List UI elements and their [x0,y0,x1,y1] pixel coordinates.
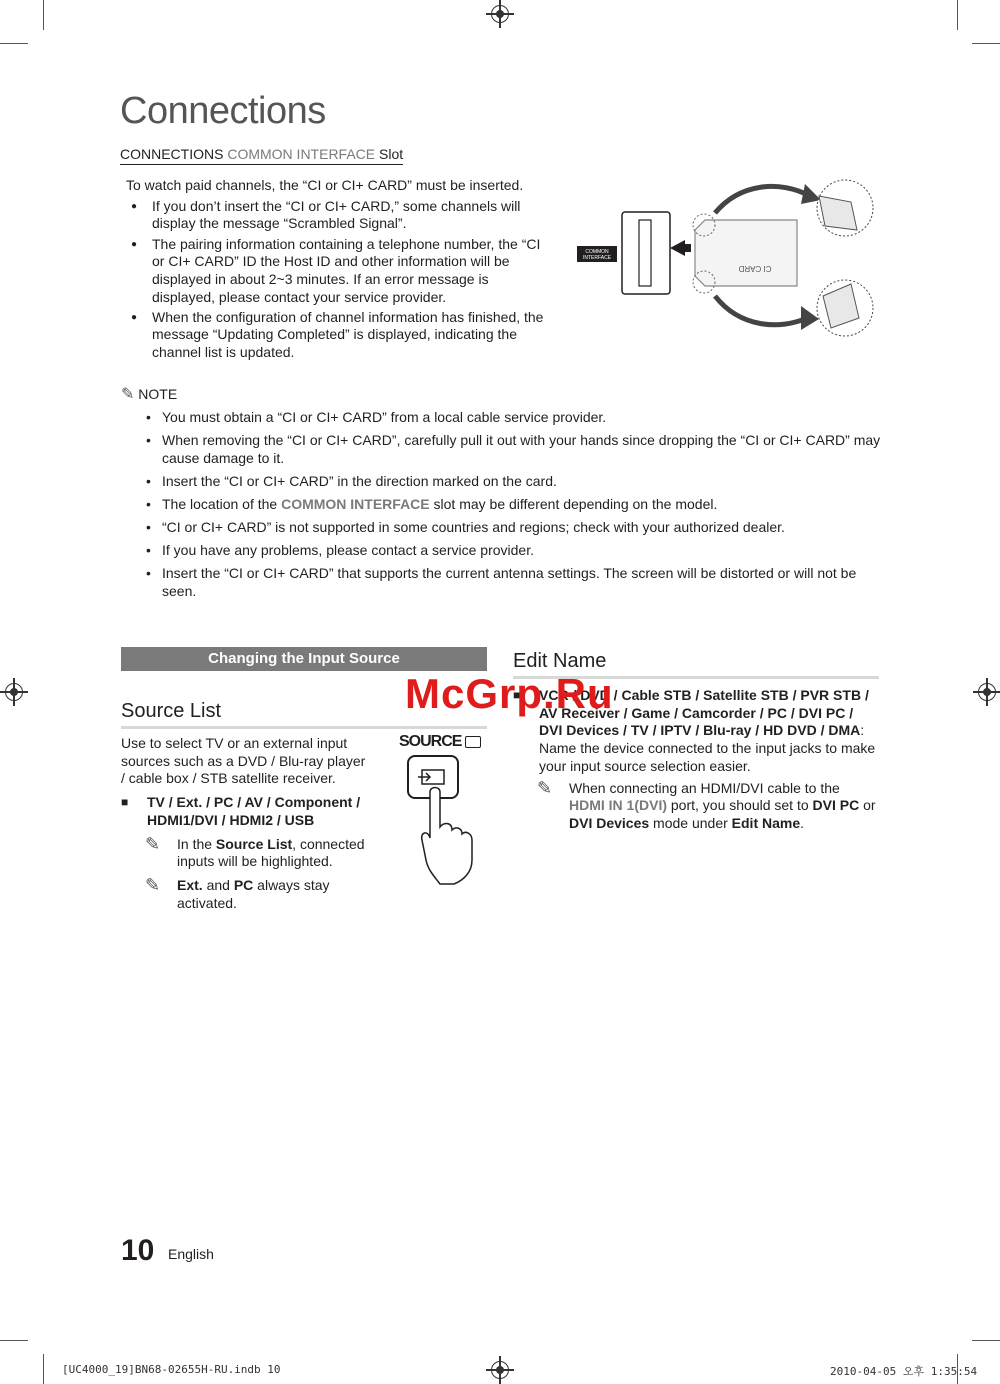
note-item: • If you have any problems, please contact a service provider. [146,541,886,559]
source-list-heading: Source List [121,700,487,729]
note-item: • Insert the “CI or CI+ CARD” that supports the current antenna settings. The screen will be distorted or will not be seen. [146,564,886,600]
insert-arrow-icon [670,240,691,256]
page-title: Connections [120,90,326,132]
ci-card [695,220,797,286]
crop-mark [972,43,1000,44]
pencil-icon: ✎ [145,874,161,895]
watermark: McGrp.Ru [405,670,614,717]
print-footer-date: 2010-04-05 오후 1:35:54 [830,1365,978,1378]
note-item: • Insert the “CI or CI+ CARD” in the direction marked on the card. [146,472,886,490]
crop-mark [0,1340,28,1341]
print-footer-file: [UC4000_19]BN68-02655H-RU.indb 10 [62,1363,281,1376]
intro-lead: To watch paid channels, the “CI or CI+ CARD” must be inserted. [126,177,524,193]
slot-label-2: INTERFACE [582,255,612,261]
crop-mark [43,0,44,30]
edit-name-note: ✎ When connecting an HDMI/DVI cable to the HDMI IN 1(DVI) port, you should set to DVI PC or DVI Devices mode under Edit Name. [537,777,876,831]
registration-mark-icon [978,683,996,701]
source-note-2: ✎ Ext. and PC always stay activated. [145,874,330,911]
section-bar: Changing the Input Source [121,647,487,671]
hand-icon [422,788,472,885]
intro-bullet: ● If you don’t insert the “CI or CI+ CARD,” some channels will display the message “Scrambled Signal”. [126,198,546,233]
note-item: • You must obtain a “CI or CI+ CARD” from a local cable service provider. [146,408,886,426]
slot-label-1: COMMON [585,249,609,255]
pencil-icon: ✎ [145,833,161,854]
section-subtitle: CONNECTIONS COMMON INTERFACE Slot [120,146,403,165]
source-desc: Use to select TV or an external input sources such as a DVD / Blu-ray player / cable box / STB satellite receiver. [121,735,366,787]
source-icon [465,736,481,748]
pencil-icon: ✎ [537,777,553,798]
crop-mark [972,1340,1000,1341]
remote-hand-illustration [400,752,490,887]
intro-bullet: ● The pairing information containing a telephone number, the “CI or CI+ CARD” ID the Host ID and other information will be displayed in about 2~3 minutes. If an error message is displayed, please contact your service provider. [126,236,546,307]
note-item: • When removing the “CI or CI+ CARD”, carefully pull it out with your hands since dropping the “CI or CI+ CARD” may cause damage to it. [146,431,886,467]
source-note-1: ✎ In the Source List, connected inputs will be highlighted. [145,833,365,870]
registration-mark-icon [5,683,23,701]
page-number: 10 [121,1234,155,1267]
crop-mark [0,43,28,44]
card-label: CI CARD [738,264,772,273]
intro-text [126,177,546,364]
registration-mark-icon [491,5,509,23]
edit-name-heading: Edit Name [513,650,879,679]
crop-mark [43,1354,44,1384]
note-item: • “CI or CI+ CARD” is not supported in some countries and regions; check with your authorized dealer. [146,518,886,536]
ci-card-diagram [575,178,880,343]
intro-bullet: ● When the configuration of channel information has finished, the message “Updating Completed” is displayed, indicating the channel list is updated. [126,309,546,362]
pencil-icon: ✎ [121,386,135,403]
arrow-down-icon [801,306,819,330]
source-list-items: ■ TV / Ext. / PC / AV / Component / HDMI1/DVI / HDMI2 / USB [121,794,371,829]
note-list [146,408,886,605]
source-button-label: SOURCE [399,733,481,751]
edit-name-list: ■ VCR / DVD / Cable STB / Satellite STB / PVR STB / AV Receiver / Game / Camcorder / PC / DVI PC / DVI Devices / TV / IPTV / Blu-ray / HD DVD / DMA: Name the device connected to the input jacks to make your input source selection easier. [513,687,879,776]
registration-mark-icon [491,1361,509,1379]
crop-mark [957,0,958,30]
page-language: English [168,1246,214,1262]
note-heading: ✎ NOTE [121,386,178,403]
note-item: • The location of the COMMON INTERFACE slot may be different depending on the model. [146,495,886,513]
source-list-body [121,735,371,912]
